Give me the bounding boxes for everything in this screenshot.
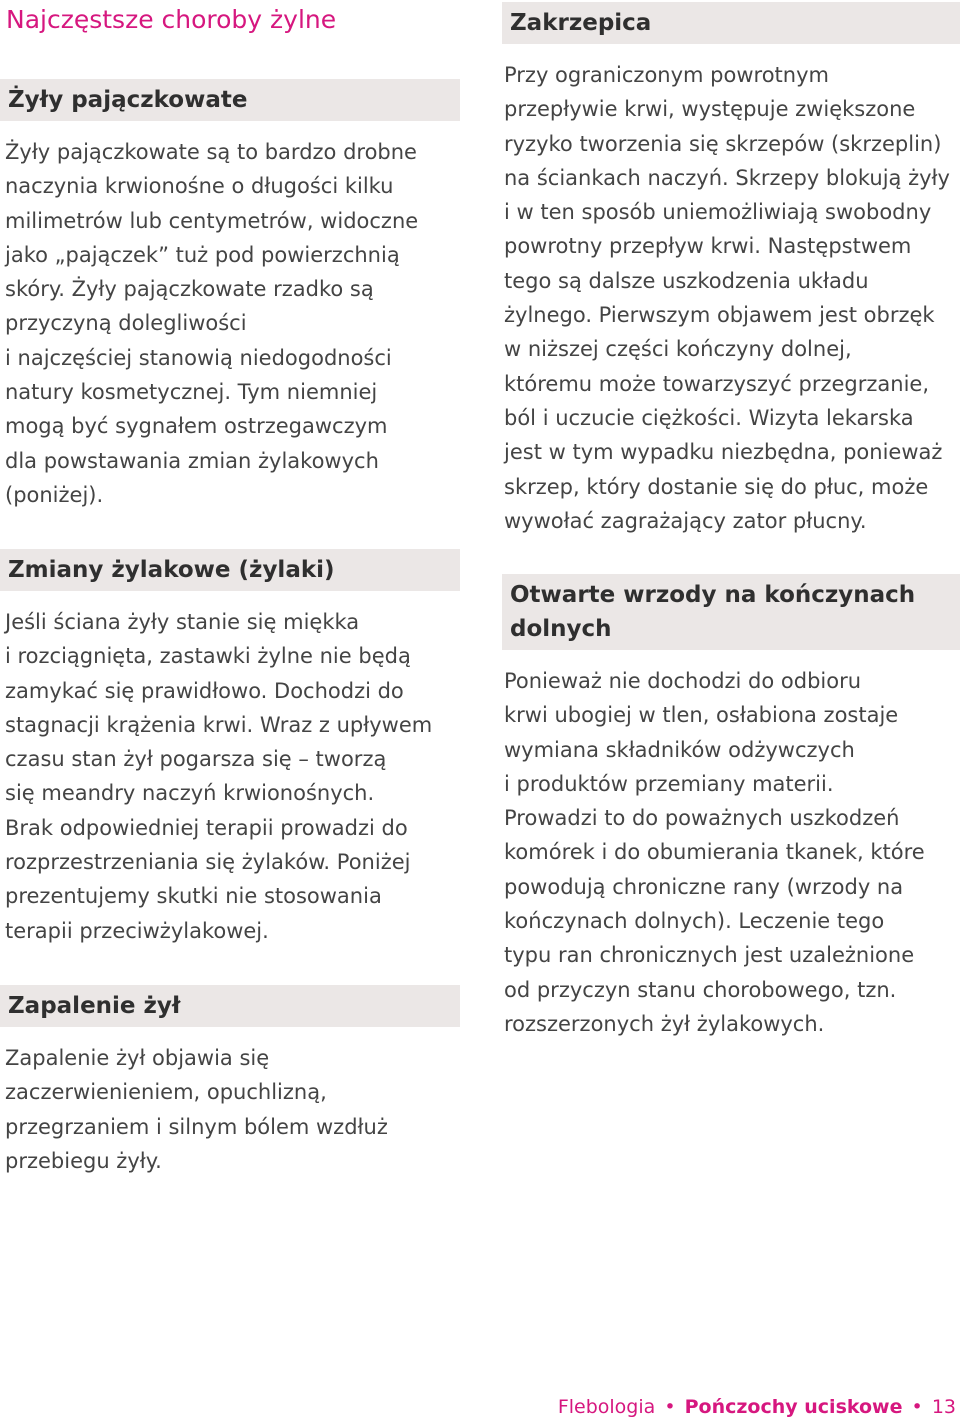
page-title: Najczęstsze choroby żylne: [6, 5, 337, 34]
section-body: Jeśli ściana żyły stanie się miękka i rozciągnięta, zastawki żylne nie będą zamykać się prawidłowo. Dochodzi do stagnacji krążenia krwi. Wraz z upływem czasu stan żył pogarsza się – tworzą się meandry naczyń krwionośnych. Brak odpowiedniej terapii prowadzi do rozprzestrzeniania się żylaków. Poniżej prezentujemy skutki nie stosowania terapii przeciwżylakowej.: [5, 610, 433, 943]
section-heading: Otwarte wrzody na kończynach dolnych: [502, 574, 960, 650]
section-heading: Zapalenie żył: [0, 985, 460, 1027]
footer-bullet: •: [664, 1396, 676, 1418]
section-body: Żyły pajączkowate są to bardzo drobne naczynia krwionośne o długości kilku milimetrów lub centymetrów, widoczne jako „pajączek” tuż pod powierzchnią skóry. Żyły pajączkowate rzadko są przyczyną dolegliwości i najczęściej stanowią niedogodności natury kosmetycznej. Tym niemniej mogą być sygnałem ostrzegawczym dla powstawania zmian żylakowych (poniżej).: [5, 140, 419, 507]
footer-section-name: Flebologia: [557, 1396, 656, 1418]
page-footer: [558, 1393, 956, 1421]
section-heading: Zakrzepica: [502, 2, 960, 44]
section-heading: Żyły pajączkowate: [0, 79, 460, 121]
section-spider-veins: [0, 79, 460, 512]
section-open-ulcers: [502, 574, 960, 1041]
footer-brand: Pończochy uciskowe: [684, 1396, 903, 1418]
section-varicose-changes: [0, 549, 460, 948]
footer-bullet: •: [911, 1396, 923, 1418]
section-phlebitis: [0, 985, 460, 1178]
section-body: Zapalenie żył objawia się zaczerwienieniem, opuchlizną, przegrzaniem i silnym bólem wzdłuż przebiegu żyły.: [5, 1046, 388, 1173]
section-body: Ponieważ nie dochodzi do odbioru krwi ubogiej w tlen, osłabiona zostaje wymiana składników odżywczych i produktów przemiany materii. Prowadzi to do poważnych uszkodzeń komórek i do obumierania tkanek, które powodują chroniczne rany (wrzody na kończynach dolnych). Leczenie tego typu ran chronicznych jest uzależnione od przyczyn stanu chorobowego, tzn. rozszerzonych żył żylakowych.: [504, 669, 925, 1036]
section-body: Przy ograniczonym powrotnym przepływie krwi, występuje zwiększone ryzyko tworzenia się skrzepów (skrzeplin) na ściankach naczyń. Skrzepy blokują żyły i w ten sposób uniemożliwiają swobodny powrotny przepływ krwi. Następstwem tego są dalsze uszkodzenia układu żylnego. Pierwszym objawem jest obrzęk w niższej części kończyny dolnej, któremu może towarzyszyć przegrzanie, ból i uczucie ciężkości. Wizyta lekarska jest w tym wypadku niezbędna, ponieważ skrzep, który dostanie się do płuc, może wywołać zagrażający zator płucny.: [504, 63, 950, 533]
section-heading: Zmiany żylakowe (żylaki): [0, 549, 460, 591]
page-number: 13: [931, 1396, 956, 1418]
section-thrombosis: [502, 2, 960, 538]
